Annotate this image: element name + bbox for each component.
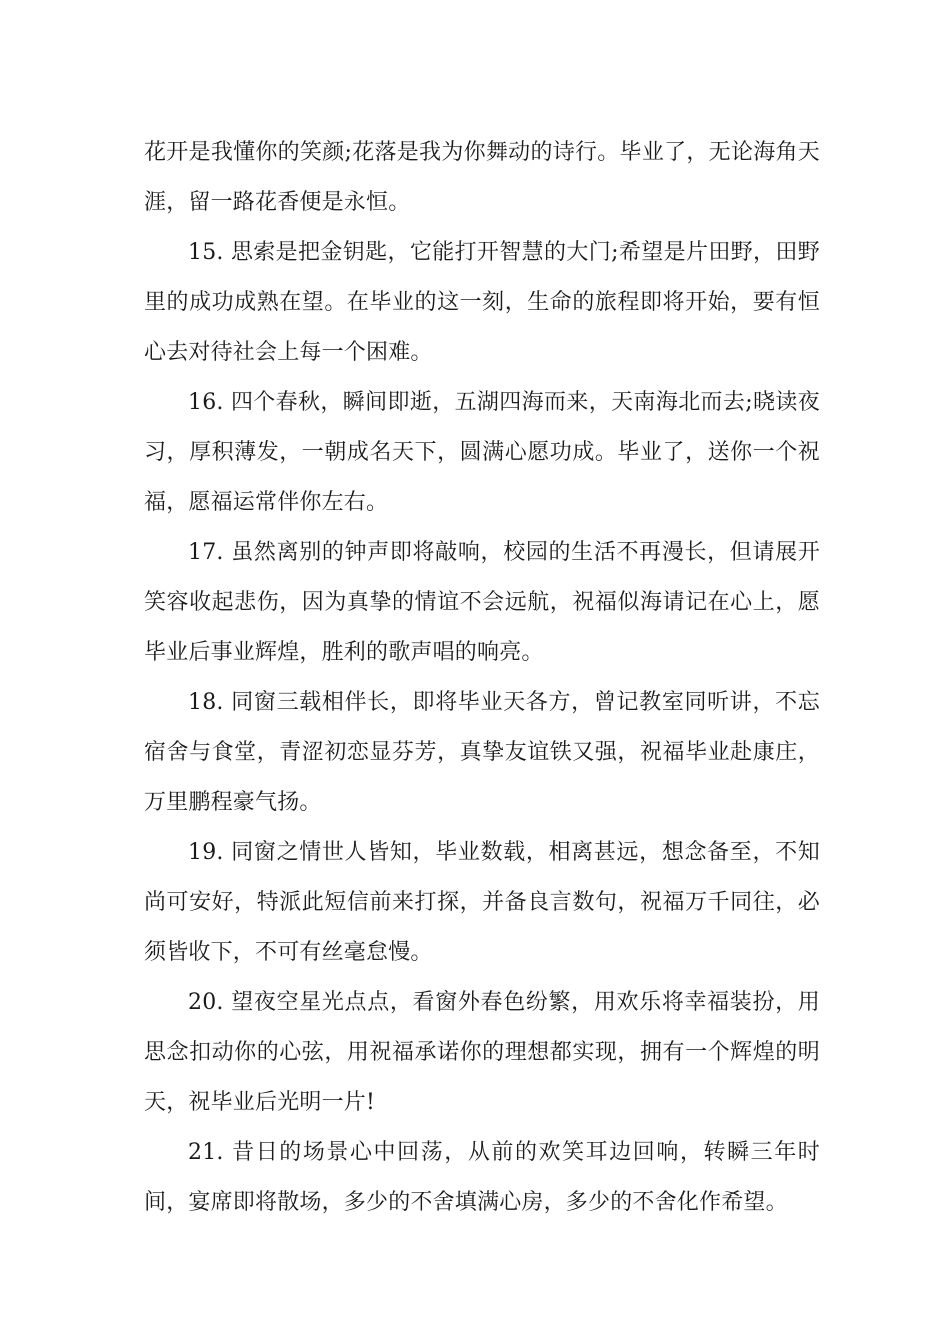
paragraph-item-19: 19. 同窗之情世人皆知，毕业数载，相离甚远，想念备至，不知尚可安好，特派此短信前来打探，并备良言数句，祝福万千同往，必须皆收下，不可有丝毫怠慢。 (144, 840, 820, 965)
paragraph-item-15: 15. 思索是把金钥匙，它能打开智慧的大门;希望是片田野，田野里的成功成熟在望。在毕业的这一刻，生命的旅程即将开始，要有恒心去对待社会上每一个困难。 (144, 240, 820, 365)
paragraph-item-21: 21. 昔日的场景心中回荡，从前的欢笑耳边回响，转瞬三年时间，宴席即将散场，多少的不舍填满心房，多少的不舍化作希望。 (144, 1140, 820, 1215)
paragraph-item-17: 17. 虽然离别的钟声即将敲响，校园的生活不再漫长，但请展开笑容收起悲伤，因为真挚的情谊不会远航，祝福似海请记在心上，愿毕业后事业辉煌，胜利的歌声唱的响亮。 (144, 540, 820, 665)
paragraph-item-20: 20. 望夜空星光点点，看窗外春色纷繁，用欢乐将幸福装扮，用思念扣动你的心弦，用祝福承诺你的理想都实现，拥有一个辉煌的明天，祝毕业后光明一片! (144, 990, 820, 1115)
paragraph-item-16: 16. 四个春秋，瞬间即逝，五湖四海而来，天南海北而去;晓读夜习，厚积薄发，一朝成名天下，圆满心愿功成。毕业了，送你一个祝福，愿福运常伴你左右。 (144, 390, 820, 515)
document-body (144, 128, 820, 1228)
paragraph-item-18: 18. 同窗三载相伴长，即将毕业天各方，曾记教室同听讲，不忘宿舍与食堂，青涩初恋显芬芳，真挚友谊铁又强，祝福毕业赴康庄，万里鹏程豪气扬。 (144, 690, 820, 815)
paragraph-continued: 花开是我懂你的笑颜;花落是我为你舞动的诗行。毕业了，无论海角天涯，留一路花香便是永恒。 (144, 140, 820, 215)
